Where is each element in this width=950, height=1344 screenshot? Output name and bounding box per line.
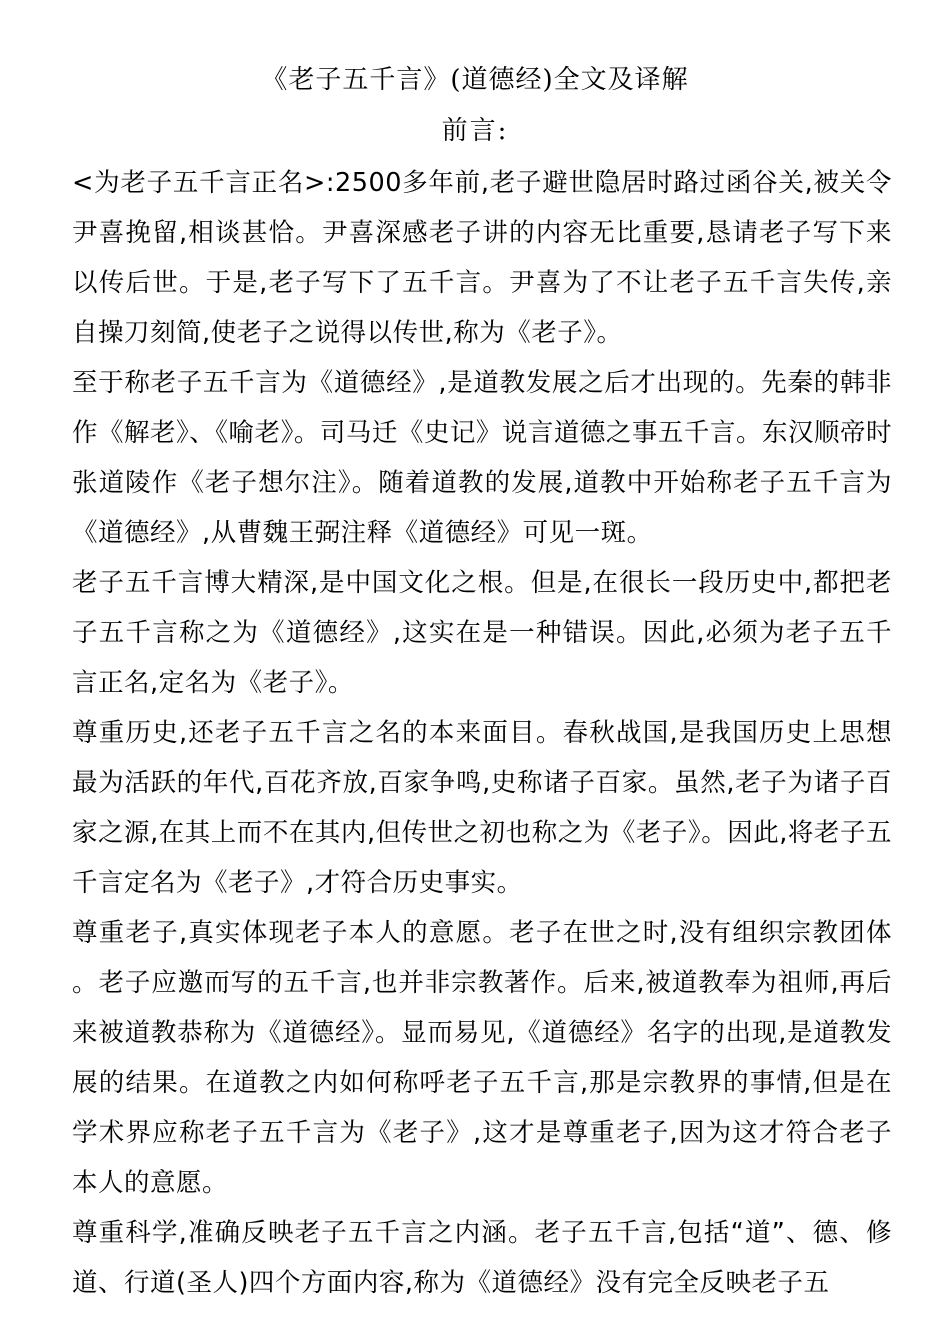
paragraph-6: 尊重科学,准确反映老子五千言之内涵。老子五千言,包括“道”、德、修道、行道(圣人)四个方面内容,称为《道德经》没有完全反映老子五 [72, 1218, 892, 1298]
paragraph-1: <为老子五千言正名>:2500多年前,老子避世隐居时路过函谷关,被关令尹喜挽留,相谈甚恰。尹喜深感老子讲的内容无比重要,恳请老子写下来以传后世。于是,老子写下了五千言。尹喜为了不让老子五千言失传,亲自操刀刻简,使老子之说得以传世,称为《老子》。 [72, 168, 892, 348]
paragraph-5: 尊重老子,真实体现老子本人的意愿。老子在世之时,没有组织宗教团体。老子应邀而写的五千言,也并非宗教著作。后来,被道教奉为祖师,再后来被道教恭称为《道德经》。显而易见,《道德经》名字的出现,是道教发展的结果。在道教之内如何称呼老子五千言,那是宗教界的事情,但是在学术界应称老子五千言为《老子》,这才是尊重老子,因为这才符合老子本人的意愿。 [72, 918, 892, 1198]
paragraph-3: 老子五千言博大精深,是中国文化之根。但是,在很长一段历史中,都把老子五千言称之为《道德经》,这实在是一种错误。因此,必须为老子五千言正名,定名为《老子》。 [72, 568, 892, 698]
document-subtitle: 前言: [441, 116, 509, 146]
paragraph-2: 至于称老子五千言为《道德经》,是道教发展之后才出现的。先秦的韩非作《解老》、《喻老》。司马迁《史记》说言道德之事五千言。东汉顺帝时张道陵作《老子想尔注》。随着道教的发展,道教中开始称老子五千言为《道德经》,从曹魏王弼注释《道德经》可见一斑。 [72, 368, 892, 548]
document-body [72, 158, 892, 1308]
document-title: 《老子五千言》(道德经)全文及译解 [261, 65, 689, 95]
paragraph-4: 尊重历史,还老子五千言之名的本来面目。春秋战国,是我国历史上思想最为活跃的年代,百花齐放,百家争鸣,史称诸子百家。虽然,老子为诸子百家之源,在其上而不在其内,但传世之初也称之为《老子》。因此,将老子五千言定名为《老子》,才符合历史事实。 [72, 718, 892, 898]
